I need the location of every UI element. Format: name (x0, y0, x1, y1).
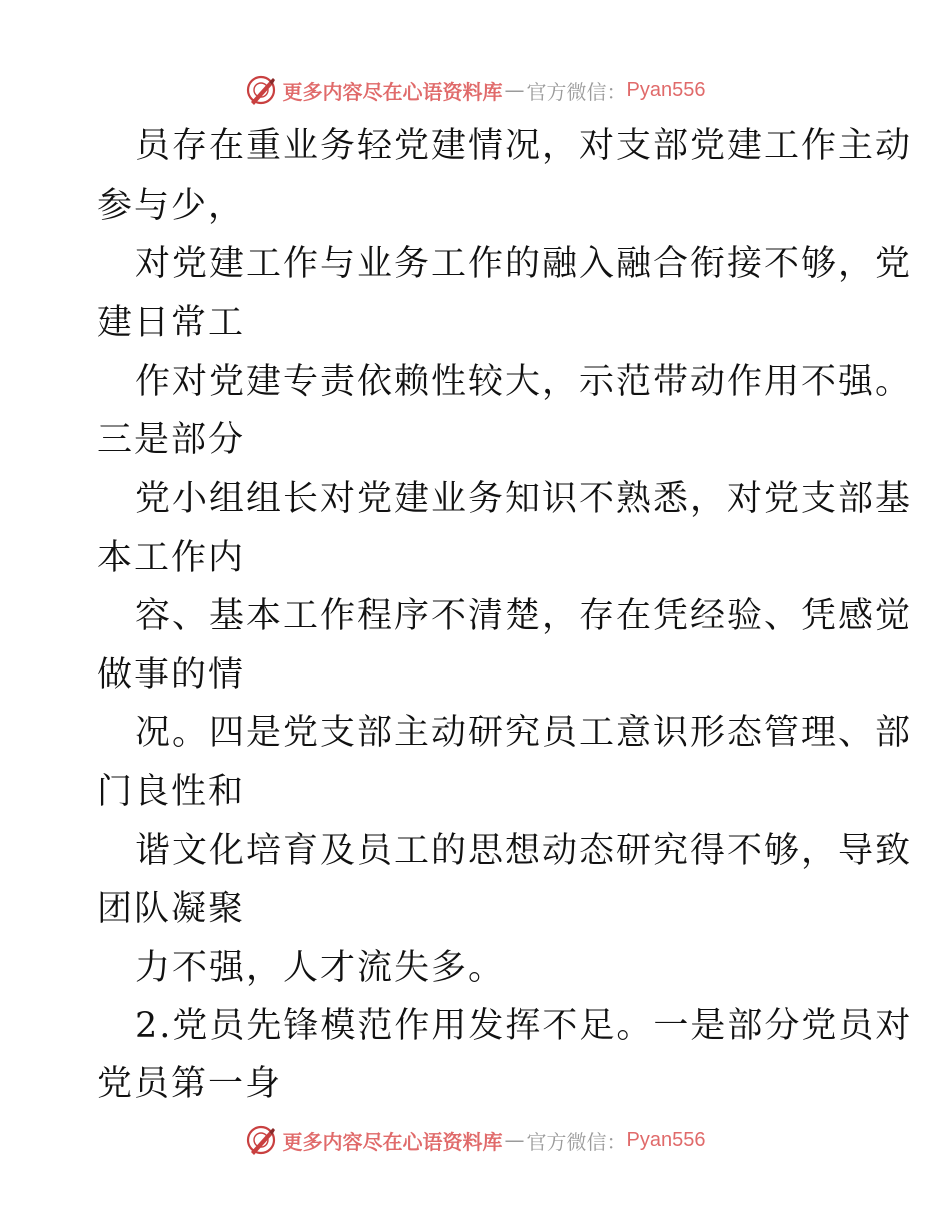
watermark-footer (0, 1120, 950, 1160)
text-line: 作对党建专责依赖性较大，示范带动作用不强。 (135, 362, 913, 402)
text-line: 三是部分 (97, 420, 246, 460)
watermark-label: 官方微信： (526, 1129, 627, 1154)
text-line: 力不强，人才流失多。 (135, 948, 506, 988)
text-line: 对党建工作与业务工作的融入融合衔接不够，党 (135, 244, 913, 284)
text-line: 建日常工 (97, 303, 246, 343)
text-line: 参与少， (97, 186, 246, 226)
text-line: 本工作内 (97, 538, 246, 578)
text-line: 党员第一身 (97, 1064, 283, 1104)
pen-logo-icon (245, 1124, 277, 1156)
watermark-wechat-id: Pyan556 (626, 1128, 706, 1151)
text-line: 党小组组长对党建业务知识不熟悉，对党支部基 (135, 479, 913, 519)
watermark-label: 官方微信： (526, 79, 627, 104)
watermark-wechat-id: Pyan556 (626, 78, 706, 101)
watermark-dash: — (504, 1128, 525, 1152)
text-line: 谐文化培育及员工的思想动态研究得不够，导致 (135, 831, 913, 871)
watermark-brand: 更多内容尽在心语资料库 (282, 1129, 503, 1154)
text-line: 做事的情 (97, 655, 246, 695)
watermark-brand: 更多内容尽在心语资料库 (282, 79, 503, 104)
text-line: 2.党员先锋模范作用发挥不足。一是部分党员对 (135, 1006, 913, 1046)
text-line: 门良性和 (97, 772, 246, 812)
watermark-dash: — (504, 78, 525, 102)
text-line: 容、基本工作程序不清楚，存在凭经验、凭感觉 (135, 596, 913, 636)
text-line: 员存在重业务轻党建情况，对支部党建工作主动 (135, 126, 913, 166)
text-line: 团队凝聚 (97, 889, 246, 929)
text-line: 况。四是党支部主动研究员工意识形态管理、部 (135, 713, 913, 753)
